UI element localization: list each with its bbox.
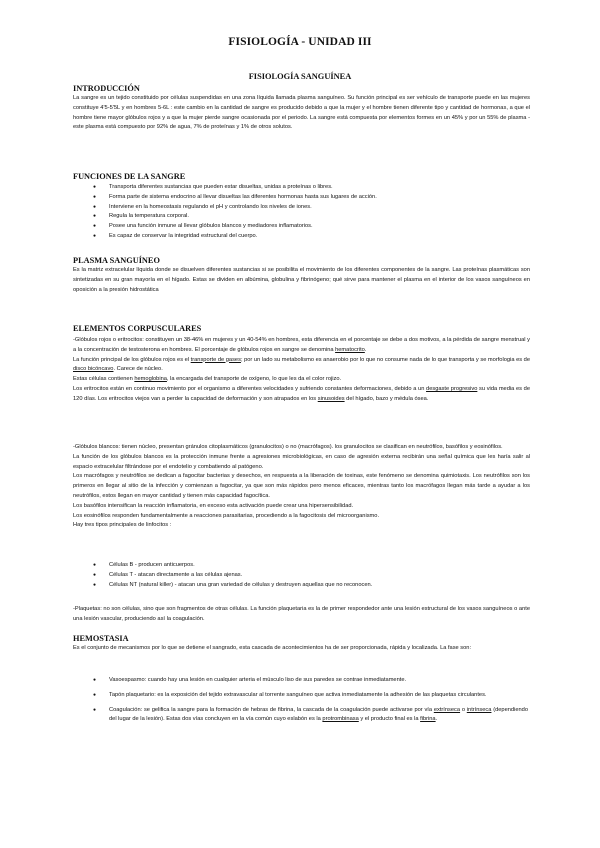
list-item: ● Es capaz de conservar la integridad estructural del cuerpo. xyxy=(93,232,528,242)
rojos-text: La función principal de los glóbulos rojos es el xyxy=(73,356,191,363)
underlined-term: extrínseca xyxy=(433,706,461,713)
underlined-term: hematocrito xyxy=(335,346,365,353)
underlined-term: protrombinasa xyxy=(322,716,359,723)
underlined-term: desgaste progresivo xyxy=(426,385,478,392)
rojos-text: Estas células contienen xyxy=(73,376,135,383)
elementos-heading: ELEMENTOS CORPUSCULARES xyxy=(73,324,202,333)
funciones-list xyxy=(93,183,528,242)
underlined-term: hemoglobina xyxy=(134,376,167,383)
underlined-term: sinusoides xyxy=(317,395,345,402)
hemostasia-list xyxy=(93,676,528,730)
coag-text: o xyxy=(460,706,467,713)
underlined-term: disco bicóncavo xyxy=(73,366,114,373)
plaquetas-paragraph: -Plaquetas: no son células, sino que son fragmentos de otras células. La función plaquetaria es la de primer respondedor ante una lesión estructural de los vasos sanguíneos o ante una lesión vascular, produciendo así la coagulación. xyxy=(73,606,530,622)
rojos-text: ; por un lado su metabolismo es anaerobio por lo que no consume nada de lo que transporta y se morfologia es de xyxy=(240,356,530,363)
linfocitos-intro: Hay tres tipos principales de linfocitos : xyxy=(73,522,172,529)
rojos-text: Los eritrocitos están en continuo movimiento por el organismo a diferentes velocidades y sufriendo constantes deformaciones, debido a un xyxy=(73,385,427,392)
blancos-text: Los eosinófilos responden fundamentalmente a reacciones parasitarias, procediendo a la fagocitosis del microorganismo. xyxy=(73,512,380,519)
blancos-block xyxy=(73,443,530,531)
coag-text: (dependiendo del lugar de la lesión). Estas dos vías concluyen en la vía común cuyo eslabón es la xyxy=(109,706,528,723)
document-subtitle: FISIOLOGÍA SANGUÍNEA xyxy=(248,72,352,81)
hemostasia-paragraph: Es el conjunto de mecanismos por lo que se detiene el sangrado, esta cascada de acontecimientos ha de ser proporcionada, rápida y localizada. La fase son: xyxy=(73,645,472,651)
list-item: ● Vasoespasmo: cuando hay una lesión en cualquier arteria el músculo liso de sus paredes se contrae inmediatamente. xyxy=(93,676,528,686)
list-item: ● Posee una función inmune al llevar glóbulos blancos y mediadores inflamatorios. xyxy=(93,222,528,232)
coag-text: . xyxy=(435,716,438,723)
list-item xyxy=(93,706,528,726)
rojos-text: del hígado, bazo y médula ósea. xyxy=(344,395,429,402)
document-title: FISIOLOGÍA - UNIDAD III xyxy=(228,36,372,48)
list-item: ● Tapón plaquetario: es la exposición del tejido extravascular al torrente sanguíneo que activa inmediatamente la adhesión de las plaquetas circulantes. xyxy=(93,691,528,701)
intro-paragraph: La sangre es un tejido constituido por células suspendidas en una zona líquida llamada plasma sanguíneo. Su función principal es ser vehículo de transporte puede en las mujeres constituye 4'5-5'5L y en hombres 5-6L : este cambio en la cantidad de sangre es producido debido a que la mujer y el hombre tienen diferente tipo y cantidad de hormonas, a que el hombre tiene mayor glóbulos rojos y a que la mujer pierde sangre ocasionada por el periodo. La sangre está compuesta por elementos formes en un 45% y por un 55% de plasma - este plasma está compuesto por 92% de agua, 7% de proteínas y 1% de otros solutos. xyxy=(73,95,530,131)
coag-text: y el producto final es la xyxy=(358,716,421,723)
funciones-heading: FUNCIONES DE LA SANGRE xyxy=(73,172,186,181)
list-item: ● Interviene en la homeostasis regulando el pH y controlando los niveles de iones. xyxy=(93,203,528,213)
intro-heading: INTRODUCCIÓN xyxy=(73,84,140,93)
linfocitos-list xyxy=(93,561,528,590)
list-item: ● Forma parte de sistema endocrino al llevar disueltas las diferentes hormonas hasta sus lugares de acción. xyxy=(93,193,528,203)
coag-text: Coagulación: se gelifica la sangre para la formación de hebras de fibrina, la cascada de la coagulación puede activarse por vía xyxy=(109,706,434,713)
underlined-term: transporte de gases xyxy=(190,356,241,363)
rojos-text: , la encargada del transporte de oxígeno, lo que les da el color rojizo. xyxy=(166,376,342,383)
plasma-paragraph: Es la matriz extracelular líquida donde se disuelven diferentes sustancias si se posibilita el movimiento de los diferentes componentes de la sangre. Las proteínas plasmáticas son sintetizadas en su gran mayoría en el hígado. Estas se dividen en albúmina, globulina y fibrinógeno; qué sirve para mantener el plasma en el interior de los vasos sanguíneos en oposición a la presión hidrostática xyxy=(73,267,530,293)
list-item: ● Células T - atacan directamente a las células ajenas. xyxy=(93,571,528,581)
rojos-text: -Glóbulos rojos o eritrocitos: constituyen un 38-46% en mujeres y un 40-54% en hombres, esta diferencia en el porcentaje se debe a dos motivos, a la pérdida de sangre menstrual y a la concentración de testosterona en hombres. El porcentaje de glóbulos rojos en sangre se denomina xyxy=(73,337,530,353)
rojos-text: su vida media es de 120 días. Los eritrocitos viejos van a perder la capacidad de deformación y son atrapados en los xyxy=(73,385,530,402)
list-item: ● Transporta diferentes sustancias que pueden estar disueltas, unidas a proteínas o libres. xyxy=(93,183,528,193)
plasma-heading: PLASMA SANGUÍNEO xyxy=(73,256,160,265)
list-item: ● Células B - producen anticuerpos. xyxy=(93,561,528,571)
rojos-block: -Glóbulos rojos o eritrocitos: constituyen un 38-46% en mujeres y un 40-54% en hombres, esta diferencia en el porcentaje se debe a dos motivos, a la pérdida de sangre menstrual y a la concentración de testosterona en hombres. El porcentaje de glóbulos rojos en sangre se denomina hematocrito. La función principal de los glóbulos rojos es el transporte de gases; por un lado su metabolismo es anaerobio por lo que no consume nada de lo que transporta y se morfologia es de disco bicóncavo. Carece de núcleo. Estas células contienen hemoglobina, la encargada del transporte de oxígeno, lo que les da el color rojizo. Los eritrocitos están en continuo movimiento por el organismo a diferentes velocidades y sufriendo constantes deformaciones, debido a un desgaste progresivo su vida media es de 120 días. Los eritrocitos viejos van a perder la capacidad de deformación y son atrapados en los sinusoides del hígado, bazo y médula ósea. xyxy=(73,337,530,402)
underlined-term: fibrina xyxy=(420,716,436,723)
hemostasia-heading: HEMOSTASIA xyxy=(73,634,129,643)
blancos-text: La función de los glóbulos blancos es la protección inmune frente a agresiones microbiológicas, en caso de agresión externa recibirán una señal química que les haría salir al espacio extracelular filtrándose por el endotelio y combatiendo al patógeno. xyxy=(73,453,530,470)
rojos-text: . Carece de núcleo. xyxy=(113,366,163,373)
underlined-term: intrínseca xyxy=(466,706,492,713)
blancos-text: Los macrófagos y neutrófilos se dedican a fagocitar bacterias y desechos, en respuesta a la liberación de toxinas, este fenómeno se denomina quimiotaxis. Los neutrófilos son los primeros en llegar al sitio de la infección y comienzan a fagocitar, ya que son más rápidos pero menos eficaces, mientras tanto los macrófagos llegan más tarde a ayudar a los neutrófilos, estos llegan en mayor cantidad y tienen más capacidad fagocítica. xyxy=(73,473,530,499)
list-item: ● Células NT (natural killer) - atacan una gran variedad de células y destruyen aquellas que no reconocen. xyxy=(93,581,528,591)
blancos-text: Los basófilos intensifican la reacción inflamatoria, en exceso esta activación puede crear una hipersensibilidad. xyxy=(73,502,354,509)
list-item: ● Regula la temperatura corporal. xyxy=(93,212,528,222)
blancos-text: -Glóbulos blancos: tienen núcleo, presentan gránulos citoplasmáticos (granulocitos) o no (macrófagos). los granulocitos se clasifican en neutrófilos, basófilos y eosinófilos. xyxy=(73,444,503,450)
